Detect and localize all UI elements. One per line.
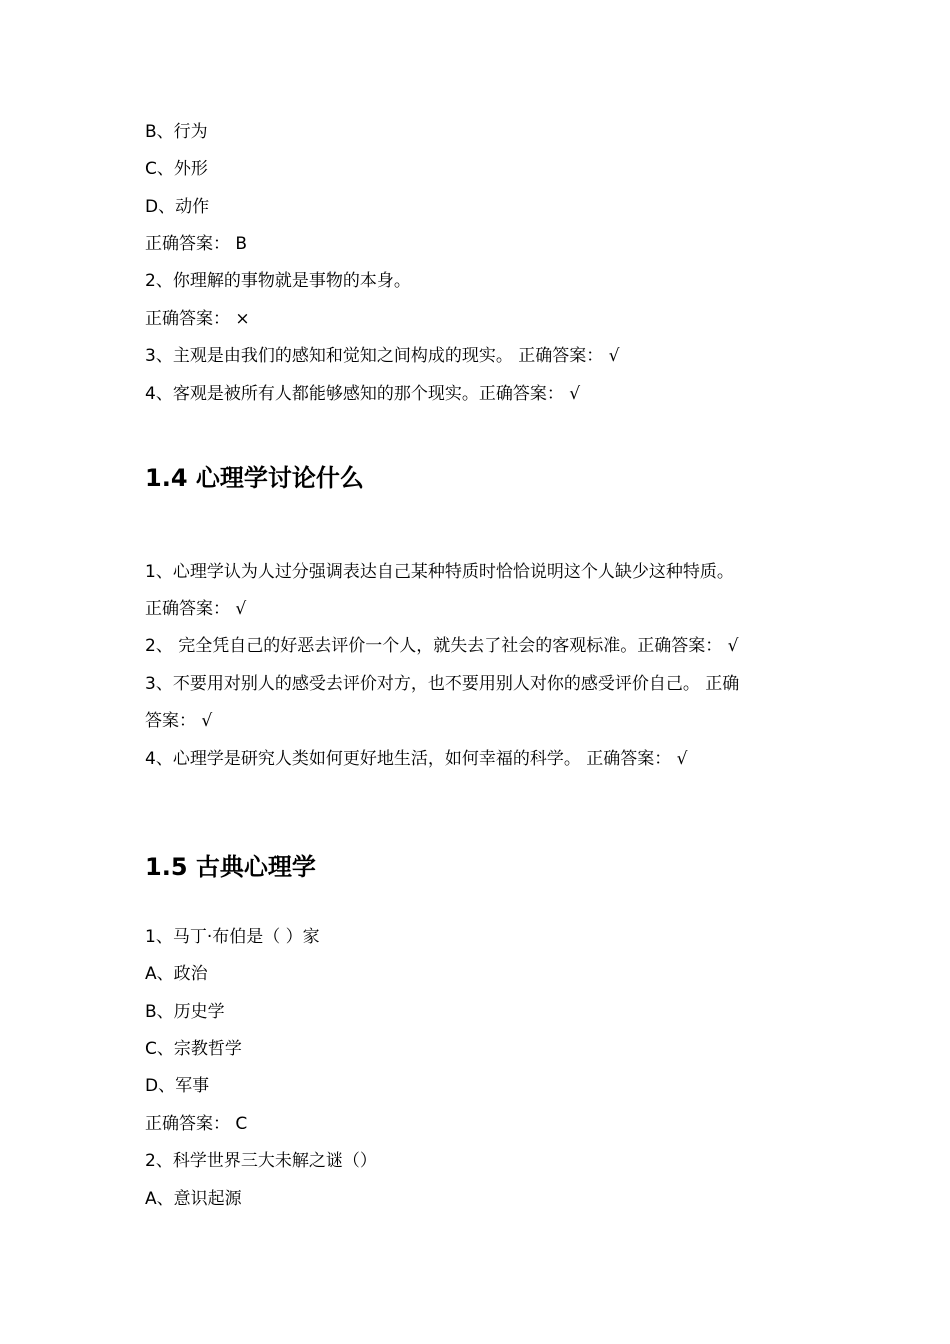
option-a: A、政治 xyxy=(145,964,208,984)
option-b: B、历史学 xyxy=(145,1002,225,1022)
answer: 正确答案： × xyxy=(145,309,250,329)
option-d: D、军事 xyxy=(145,1076,210,1096)
answer: 正确答案： C xyxy=(145,1114,248,1134)
question-1: 1、心理学认为人过分强调表达自己某种特质时恰恰说明这个人缺少这种特质。 xyxy=(145,562,734,582)
question-4: 4、心理学是研究人类如何更好地生活，如何幸福的科学。 正确答案： √ xyxy=(145,749,688,769)
question-3-line-2: 答案： √ xyxy=(145,711,213,731)
answer: 正确答案： B xyxy=(145,234,248,254)
option-a: A、意识起源 xyxy=(145,1189,242,1209)
section-heading-1-4: 1.4 心理学讨论什么 xyxy=(145,464,364,492)
option-b: B、行为 xyxy=(145,122,208,142)
question-2: 2、科学世界三大未解之谜（） xyxy=(145,1151,377,1171)
question-2: 2、你理解的事物就是事物的本身。 xyxy=(145,271,411,291)
option-c: C、宗教哲学 xyxy=(145,1039,242,1059)
answer: 正确答案： √ xyxy=(145,599,247,619)
section-heading-1-5: 1.5 古典心理学 xyxy=(145,853,316,881)
option-c: C、外形 xyxy=(145,159,208,179)
question-4: 4、客观是被所有人都能够感知的那个现实。正确答案： √ xyxy=(145,384,581,404)
question-3-line-1: 3、不要用对别人的感受去评价对方，也不要用别人对你的感受评价自己。 正确 xyxy=(145,674,740,694)
question-2: 2、 完全凭自己的好恶去评价一个人，就失去了社会的客观标准。正确答案： √ xyxy=(145,636,739,656)
question-1: 1、马丁·布伯是（ ）家 xyxy=(145,927,320,947)
question-3: 3、主观是由我们的感知和觉知之间构成的现实。 正确答案： √ xyxy=(145,346,620,366)
option-d: D、动作 xyxy=(145,197,210,217)
